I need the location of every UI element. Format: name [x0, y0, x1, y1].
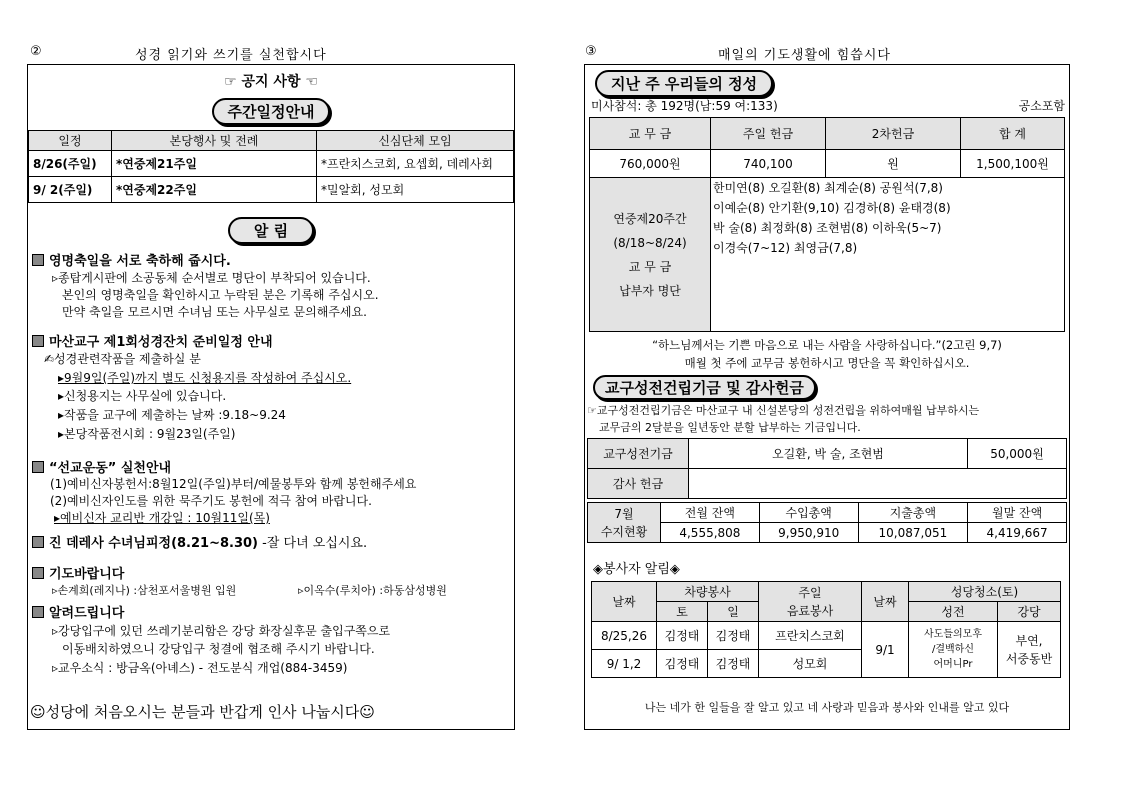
vol-sanctuary: 사도들의모후 /결백하신 어머니Pr	[909, 622, 998, 678]
list-item: 한미연(8) 오길환(8) 최계순(8) 공원석(7,8)	[713, 181, 943, 195]
section-mission-title: “선교운동” 실천안내	[32, 457, 171, 476]
schedule-header: 본당행사 및 전례	[112, 131, 317, 151]
table-row	[588, 439, 1067, 469]
volunteer-table	[591, 581, 1061, 678]
list-item: 이예순(8) 안기환(9,10) 김경하(8) 윤태경(8)	[713, 201, 951, 215]
finance-label: 7월 수지현황	[588, 503, 661, 543]
section-bible-fest-line: ▸신청용지는 사무실에 있습니다.	[58, 389, 227, 403]
schedule-cell: *연중제21주일	[112, 151, 317, 177]
schedule-cell: *프란치스코회, 요셉회, 데레사회	[317, 151, 514, 177]
attendance: 미사참석: 총 192명(남:59 여:133)	[591, 99, 778, 113]
prayer-item: ▹손계희(레지나) :삼천포서울병원 입원	[52, 584, 237, 597]
schedule-header: 신심단체 모임	[317, 131, 514, 151]
donor-list	[711, 178, 1065, 332]
section-announce-line: 이동배치하였으니 강당입구 청결에 협조해 주시기 바랍니다.	[62, 642, 375, 656]
offering-title: 지난 주 우리들의 정성	[595, 70, 773, 97]
finance-header: 지출총액	[858, 503, 968, 523]
quote: “하느님께서는 기쁜 마음으로 내는 사람을 사랑하십니다.”(2고린 9,7)	[652, 338, 1002, 352]
fund-names: 오길환, 박 술, 조현범	[689, 439, 968, 469]
section-mission-line: (1)예비신자봉헌서:8월12일(주일)부터/예물봉투와 함께 봉헌해주세요	[50, 477, 417, 491]
finance-header: 전월 잔액	[661, 503, 760, 523]
section-bible-fest-line: ▸작품을 교구에 제출하는 날짜 :9.18~9.24	[58, 408, 286, 422]
schedule-cell: 9/ 2(주일)	[29, 177, 112, 203]
finance-value: 9,950,910	[759, 523, 858, 543]
section-mission-line: ▸예비신자 교리반 개강일 : 10월11일(목)	[54, 511, 270, 525]
section-announce-title: 알려드립니다	[32, 602, 124, 621]
section-bible-fest-sub: ✍성경관련작품을 제출하실 분	[44, 352, 201, 366]
finance-table	[587, 502, 1067, 543]
section-bible-fest-line: ▸9월9일(주일)까지 별도 신청용지를 작성하여 주십시오.	[58, 371, 352, 385]
vol-header-sanctuary: 성전	[909, 602, 998, 622]
finance-value: 4,555,808	[661, 523, 760, 543]
vol-header-drink: 주일 음료봉사	[759, 582, 862, 622]
vol-header-clean: 성당청소(토)	[909, 582, 1061, 602]
vol-sun: 김정태	[708, 650, 759, 678]
attendance-note: 공소포함	[1018, 99, 1065, 113]
offering-header: 2차헌금	[826, 118, 961, 150]
right-panel	[584, 64, 1070, 730]
section-retreat-title: 진 데레사 수녀님피정(8.21~8.30) -잘 다녀 오십시요.	[32, 532, 367, 551]
vol-header-sun: 일	[708, 602, 759, 622]
fund-amount: 50,000원	[968, 439, 1067, 469]
section-announce-line: ▹강당입구에 있던 쓰레기분리함은 강당 화장실후문 출입구쪽으로	[52, 624, 391, 638]
finance-value: 10,087,051	[858, 523, 968, 543]
offering-table	[589, 117, 1065, 332]
section-birthday-title: 영명축일을 서로 축하해 줍시다.	[32, 250, 231, 269]
section-bible-fest-title: 마산교구 제1회성경잔치 준비일정 안내	[32, 331, 273, 350]
vol-header-sat: 토	[657, 602, 708, 622]
finance-header: 수입총액	[759, 503, 858, 523]
vol-date: 9/ 1,2	[592, 650, 657, 678]
section-birthday-line: 본인의 영명축일을 확인하시고 누락된 분은 기록해 주십시오.	[62, 288, 379, 302]
fund-label: 감사 헌금	[588, 469, 689, 499]
section-birthday-line: ▹종탑게시판에 소공동체 순서별로 명단이 부착되어 있습니다.	[52, 271, 371, 285]
table-row	[588, 469, 1067, 499]
offering-value: 760,000원	[590, 150, 711, 178]
section-birthday-line: 만약 축일을 모르시면 수녀님 또는 사무실로 문의해주세요.	[62, 305, 367, 319]
left-page-number: ②	[30, 44, 42, 59]
vol-sat: 김정태	[657, 622, 708, 650]
vol-header-date2: 날짜	[862, 582, 909, 622]
building-desc: ☞교구성전건립기금은 마산교구 내 신설본당의 성전건립을 위하여매월 납부하시는	[587, 404, 980, 417]
finance-value: 4,419,667	[968, 523, 1067, 543]
section-mission-line: (2)예비신자인도를 위한 묵주기도 봉헌에 적극 참여 바랍니다.	[50, 494, 372, 508]
vol-hall: 부연, 서중동반	[998, 622, 1061, 678]
list-item: 박 술(8) 최정화(8) 조현범(8) 이하욱(5~7)	[713, 221, 942, 235]
vol-drink: 성모회	[759, 650, 862, 678]
quote-note: 매월 첫 주에 교무금 봉헌하시고 명단을 꼭 확인하십시오.	[684, 356, 970, 370]
donor-label: 연중제20주간 (8/18~8/24) 교 무 금 납부자 명단	[590, 178, 711, 332]
finance-header: 월말 잔액	[968, 503, 1067, 523]
schedule-cell: *연중제22주일	[112, 177, 317, 203]
building-fund-title: 교구성전건립기금 및 감사헌금	[593, 375, 816, 400]
schedule-cell: 8/26(주일)	[29, 151, 112, 177]
fund-table	[587, 438, 1067, 499]
vol-sat: 김정태	[657, 650, 708, 678]
vol-header-date: 날짜	[592, 582, 657, 622]
offering-header: 주일 헌금	[711, 118, 826, 150]
section-bible-fest-line: ▸본당작품전시회 : 9월23일(주일)	[58, 427, 236, 441]
vol-date: 8/25,26	[592, 622, 657, 650]
left-footer: ☺성당에 처음오시는 분들과 반갑게 인사 나눕시다☺	[30, 703, 375, 721]
vol-date2: 9/1	[862, 622, 909, 678]
volunteer-title: ◈봉사자 알림◈	[593, 562, 680, 577]
alert-title: 알 림	[228, 217, 314, 244]
left-panel	[27, 64, 515, 730]
table-row	[29, 151, 514, 177]
right-page-header: 매일의 기도생활에 힘씁시다	[718, 48, 891, 63]
schedule-title: 주간일정안내	[212, 98, 331, 125]
fund-label: 교구성전기금	[588, 439, 689, 469]
schedule-cell: *밀알회, 성모회	[317, 177, 514, 203]
offering-value: 740,100	[711, 150, 826, 178]
left-page-header: 성경 읽기와 쓰기를 실천합시다	[135, 48, 327, 63]
vol-drink: 프란치스코회	[759, 622, 862, 650]
vol-header-car: 차량봉사	[657, 582, 759, 602]
schedule-header: 일정	[29, 131, 112, 151]
offering-value: 원	[826, 150, 961, 178]
building-desc: 교무금의 2달분을 일년동안 분할 납부하는 기금입니다.	[599, 421, 861, 434]
notice-title: ☞ 공지 사항 ☜	[224, 74, 318, 90]
prayer-item: ▹이옥수(루치아) :하동삼성병원	[298, 584, 447, 597]
offering-value: 1,500,100원	[961, 150, 1065, 178]
right-page-number: ③	[585, 44, 597, 59]
offering-header: 교 무 금	[590, 118, 711, 150]
table-row	[29, 177, 514, 203]
section-prayer-title: 기도바랍니다	[32, 563, 124, 582]
schedule-table	[28, 130, 514, 203]
section-announce-line: ▹교우소식 : 방금옥(아녜스) - 전도분식 개업(884-3459)	[52, 661, 348, 675]
fund-names	[689, 469, 1067, 499]
right-footer: 나는 네가 한 일들을 잘 알고 있고 네 사랑과 믿음과 봉사와 인내를 알고 있다	[644, 701, 1010, 714]
vol-sun: 김정태	[708, 622, 759, 650]
table-row	[592, 622, 1061, 650]
list-item: 이경숙(7~12) 최영금(7,8)	[713, 241, 858, 255]
vol-header-hall: 강당	[998, 602, 1061, 622]
offering-header: 합 계	[961, 118, 1065, 150]
